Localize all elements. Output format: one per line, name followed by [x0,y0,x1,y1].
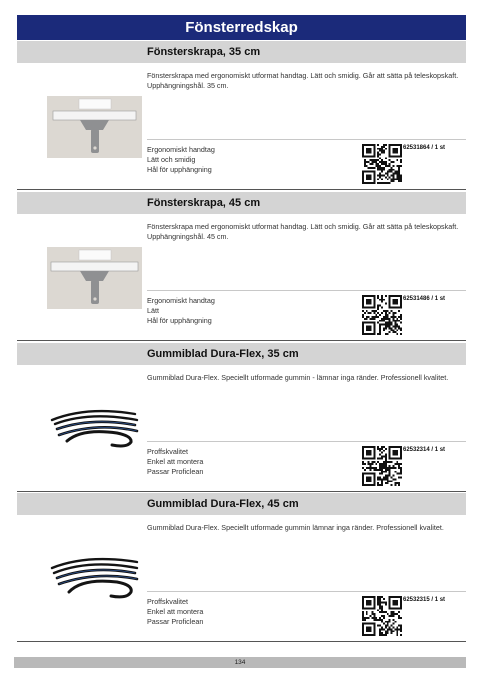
section-divider [17,340,466,341]
feature-item: Proffskvalitet [147,597,189,606]
article-number: 62531486 / 1 st [403,296,446,302]
product-header-bar [17,41,466,63]
section-divider [17,189,466,190]
divider [147,139,466,140]
feature-item: Lätt [147,306,159,315]
qr-code-icon [362,144,402,184]
feature-item: Enkel att montera [147,607,204,616]
product-title: Fönsterskrapa, 45 cm [147,197,261,209]
product-description: Fönsterskrapa med ergonomiskt utformat handtag. Lätt och smidig. Går att sätta på teleskopskaft. Upphängningshål. 35 cm. [147,71,459,90]
product-description: Fönsterskrapa med ergonomiskt utformat handtag. Lätt och smidig. Går att sätta på teleskopskaft. Upphängningshål. 45 cm. [147,222,459,241]
article-number: 62531864 / 1 st [403,145,446,151]
feature-list [147,145,347,175]
feature-list [147,447,347,477]
product-card [17,41,466,192]
divider [147,591,466,592]
feature-item: Enkel att montera [147,457,204,466]
section-divider [17,491,466,492]
qr-code-icon [362,596,402,636]
rubber-blades-image [47,398,142,460]
product-title: Fönsterskrapa, 35 cm [147,46,261,58]
page-number: 134 [14,657,466,668]
feature-item: Lätt och smidig [147,155,196,164]
product-card [17,493,466,644]
feature-item: Ergonomiskt handtag [147,145,215,154]
feature-item: Passar Proficlean [147,467,204,476]
article-number: 62532315 / 1 st [403,597,446,603]
product-title: Gummiblad Dura-Flex, 35 cm [147,348,299,360]
product-header-bar [17,192,466,214]
product-header-bar [17,343,466,365]
feature-item: Hål för upphängning [147,165,212,174]
product-card [17,343,466,494]
product-card [17,192,466,343]
page-title: Fönsterredskap [17,15,466,40]
product-description: Gummiblad Dura-Flex. Speciellt utformade gummin lämnar inga ränder. Professionell kvalitet. [147,523,444,532]
window-scraper-image [47,96,142,158]
feature-item: Passar Proficlean [147,617,204,626]
qr-code-icon [362,446,402,486]
product-title: Gummiblad Dura-Flex, 45 cm [147,498,299,510]
section-divider [17,641,466,642]
product-description: Gummiblad Dura-Flex. Speciellt utformade gummin - lämnar inga ränder. Professionell kvalitet. [147,373,449,382]
feature-list [147,597,347,627]
divider [147,441,466,442]
feature-item: Proffskvalitet [147,447,189,456]
rubber-blades-image [47,548,142,610]
article-number: 62532314 / 1 st [403,447,446,453]
feature-item: Hål för upphängning [147,316,212,325]
product-header-bar [17,493,466,515]
window-scraper-image [47,247,142,309]
divider [147,290,466,291]
feature-item: Ergonomiskt handtag [147,296,215,305]
qr-code-icon [362,295,402,335]
feature-list [147,296,347,326]
